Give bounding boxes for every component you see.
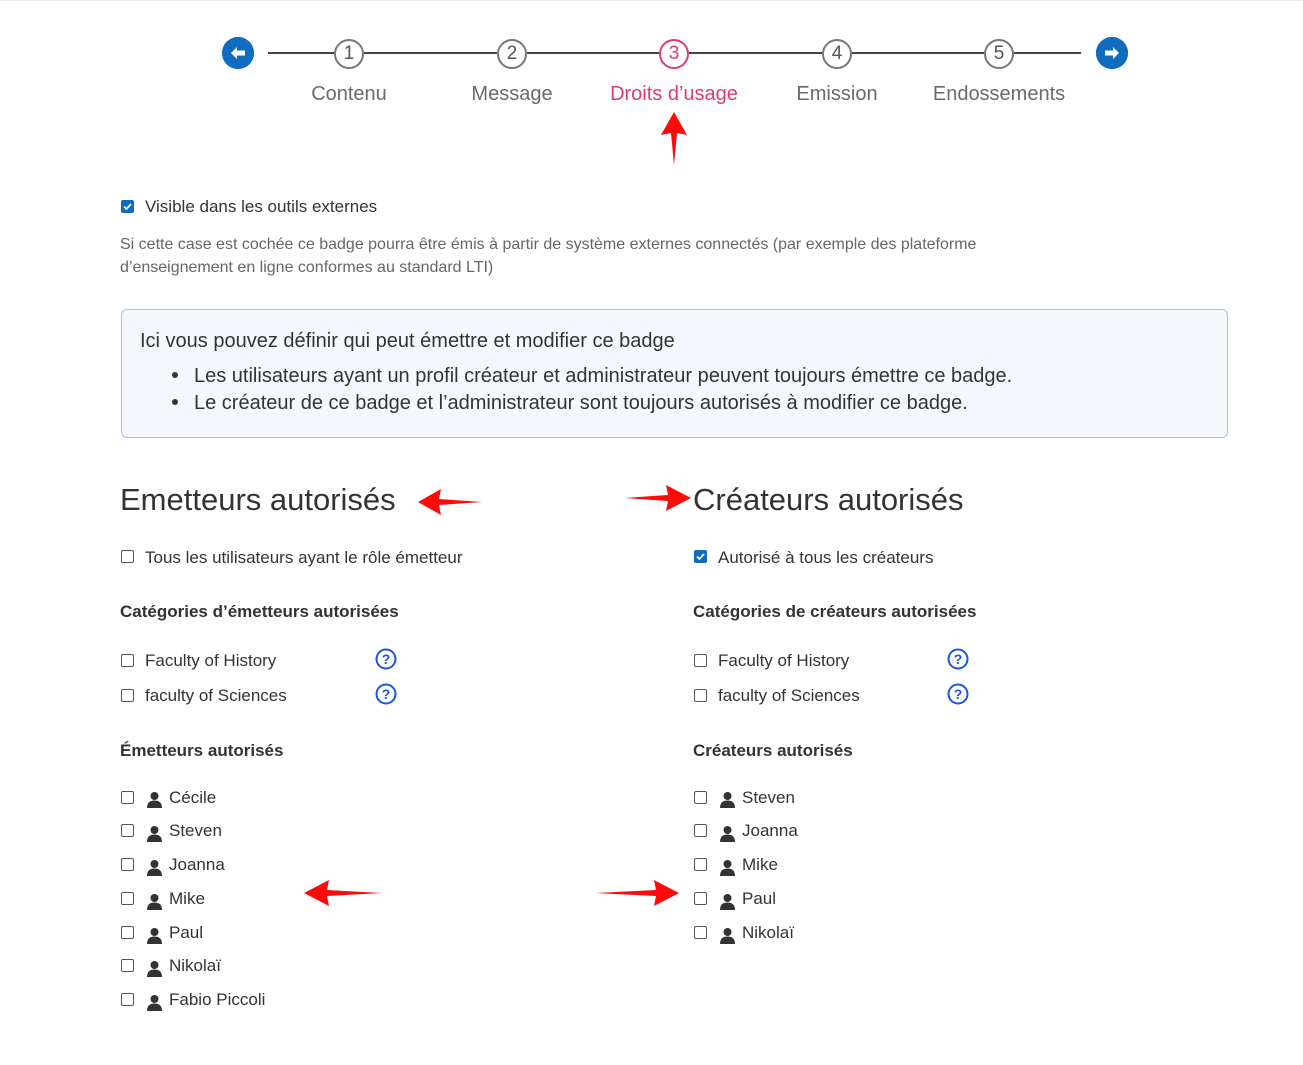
step-3-number[interactable]: 3 <box>659 39 689 69</box>
user-icon <box>146 927 163 944</box>
all-emitters-label[interactable]: Tous les utilisateurs ayant le rôle émetteur <box>145 548 463 567</box>
info-item <box>172 365 1012 388</box>
next-step-button[interactable] <box>1096 37 1128 69</box>
stepper-connector <box>852 52 984 54</box>
step-5-label[interactable]: Endossements <box>932 83 1066 105</box>
all-creators-label[interactable]: Autorisé à tous les créateurs <box>718 548 934 567</box>
user-icon <box>146 893 163 910</box>
info-title: Ici vous pouvez définir qui peut émettre et modifier ce badge <box>140 330 675 352</box>
arrow-left-circle-icon <box>222 37 254 69</box>
creator-user-checkbox[interactable] <box>694 858 707 871</box>
user-icon <box>146 791 163 808</box>
visible-external-help-line-2: d’enseignement en ligne conformes au standard LTI) <box>120 259 494 276</box>
emitter-category-checkbox[interactable] <box>121 654 134 667</box>
info-item-text: Les utilisateurs ayant un profil créateur et administrateur peuvent toujours émettre ce badge. <box>194 365 1013 387</box>
emitters-heading: Emetteurs autorisés <box>120 482 396 517</box>
emitter-user-name[interactable]: Joanna <box>169 855 225 874</box>
emitter-user-checkbox[interactable] <box>121 858 134 871</box>
creator-users-heading: Créateurs autorisés <box>693 741 853 760</box>
stepper-connector <box>527 52 659 54</box>
emitter-user-checkbox[interactable] <box>121 926 134 939</box>
creator-user-checkbox[interactable] <box>694 824 707 837</box>
checkmark-icon <box>695 551 706 562</box>
emitter-category-checkbox[interactable] <box>121 689 134 702</box>
visible-external-checkbox[interactable] <box>121 200 134 213</box>
creator-user-checkbox[interactable] <box>694 892 707 905</box>
creator-user-checkbox[interactable] <box>694 926 707 939</box>
stepper-connector <box>1014 52 1081 54</box>
step-1-label[interactable]: Contenu <box>311 83 387 105</box>
emitter-user-checkbox[interactable] <box>121 824 134 837</box>
visible-external-help-line-1: Si cette case est cochée ce badge pourra être émis à partir de système externes connectés (par exemple des plateforme <box>120 236 977 253</box>
creator-category-label[interactable]: Faculty of History <box>718 651 850 670</box>
creators-heading: Créateurs autorisés <box>693 482 964 517</box>
step-3-label[interactable]: Droits d’usage <box>610 83 738 105</box>
emitter-category-label[interactable]: faculty of Sciences <box>145 686 287 705</box>
help-question-icon[interactable] <box>947 683 969 705</box>
annotation-arrow-left <box>303 878 383 908</box>
creator-user-name[interactable]: Mike <box>742 855 778 874</box>
user-icon <box>719 825 736 842</box>
emitter-user-name[interactable]: Mike <box>169 889 205 908</box>
svg-text:?: ? <box>381 686 391 702</box>
creator-user-name[interactable]: Nikolaï <box>742 923 794 942</box>
step-2-number[interactable]: 2 <box>497 39 527 69</box>
emitter-user-name[interactable]: Paul <box>169 923 204 942</box>
emitter-users-heading: Émetteurs autorisés <box>120 741 284 760</box>
creator-user-name[interactable]: Steven <box>742 788 795 807</box>
user-icon <box>719 859 736 876</box>
user-icon <box>146 825 163 842</box>
step-4-label[interactable]: Emission <box>796 83 878 105</box>
creator-categories-heading: Catégories de créateurs autorisées <box>693 602 977 621</box>
creator-category-checkbox[interactable] <box>694 689 707 702</box>
arrow-right-circle-icon <box>1096 37 1128 69</box>
annotation-arrow-left <box>417 487 483 517</box>
emitter-user-checkbox[interactable] <box>121 993 134 1006</box>
creator-category-label[interactable]: faculty of Sciences <box>718 686 860 705</box>
info-item-text: Le créateur de ce badge et l’administrateur sont toujours autorisés à modifier ce badge. <box>194 392 968 414</box>
step-2-label[interactable]: Message <box>471 83 553 105</box>
user-icon <box>146 994 163 1011</box>
creator-category-checkbox[interactable] <box>694 654 707 667</box>
annotation-arrow-right <box>624 483 692 513</box>
step-1-number[interactable]: 1 <box>334 39 364 69</box>
emitter-user-name[interactable]: Nikolaï <box>169 956 221 975</box>
svg-text:?: ? <box>953 686 963 702</box>
annotation-arrow-right <box>594 878 680 908</box>
stepper-connector <box>689 52 822 54</box>
creator-user-name[interactable]: Joanna <box>742 821 798 840</box>
emitter-user-name[interactable]: Cécile <box>169 788 217 807</box>
svg-text:?: ? <box>953 651 963 667</box>
previous-step-button[interactable] <box>222 37 254 69</box>
emitter-user-checkbox[interactable] <box>121 892 134 905</box>
all-emitters-checkbox[interactable] <box>121 550 134 563</box>
info-item <box>172 392 968 415</box>
creator-user-name[interactable]: Paul <box>742 889 777 908</box>
emitter-category-label[interactable]: Faculty of History <box>145 651 277 670</box>
visible-external-label[interactable]: Visible dans les outils externes <box>145 197 378 216</box>
emitter-user-checkbox[interactable] <box>121 959 134 972</box>
user-icon <box>719 893 736 910</box>
emitter-user-checkbox[interactable] <box>121 791 134 804</box>
emitter-user-name[interactable]: Steven <box>169 821 222 840</box>
user-icon <box>719 791 736 808</box>
stepper-connector <box>268 52 334 54</box>
step-5-number[interactable]: 5 <box>984 39 1014 69</box>
user-icon <box>146 859 163 876</box>
svg-text:?: ? <box>381 651 391 667</box>
user-icon <box>719 927 736 944</box>
creator-user-checkbox[interactable] <box>694 791 707 804</box>
step-4-number[interactable]: 4 <box>822 39 852 69</box>
checkmark-icon <box>122 201 133 212</box>
all-creators-checkbox[interactable] <box>694 550 707 563</box>
help-question-icon[interactable] <box>375 683 397 705</box>
emitter-user-name[interactable]: Fabio Piccoli <box>169 990 266 1009</box>
annotation-arrow-up <box>659 111 689 166</box>
user-icon <box>146 960 163 977</box>
help-question-icon[interactable] <box>375 648 397 670</box>
help-question-icon[interactable] <box>947 648 969 670</box>
emitter-categories-heading: Catégories d’émetteurs autorisées <box>120 602 399 621</box>
stepper-connector <box>364 52 497 54</box>
